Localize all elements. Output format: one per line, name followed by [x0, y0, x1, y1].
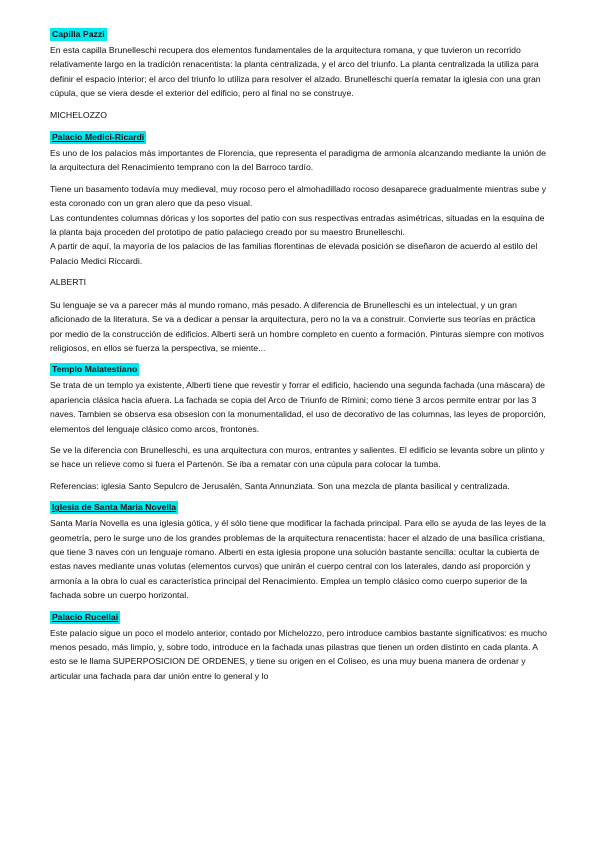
paragraph: Tiene un basamento todavía muy medieval, muy rocoso pero el almohadillado rocoso desaparece gradualmente mientras sube y esta coronado con un gran alero que da peso visual. — [50, 183, 547, 209]
author-label-michelozzo: MICHELOZZO — [50, 109, 107, 120]
paragraph: Las contundentes columnas dóricas y los soportes del patio con sus respectivas entradas asimétricas, situadas en la esquina de la planta baja proceden del prototipo de patio palaciego creado por su maestro Brunelleschi. — [50, 212, 545, 238]
paragraph: Se ve la diferencia con Brunelleschi, es una arquitectura con muros, entrantes y salientes. El edificio se levanta sobre un plinto y se hace un relieve como si fuera el Partenón. Se iba a rematar con una cúpula para colocar la tumba. — [50, 444, 545, 470]
paragraph: Se trata de un templo ya existente, Alberti tiene que revestir y forrar el edificio, haciendo una segunda fachada (una máscara) de apariencia clásica hacia afuera. La fachada se copia del Arco de Triunfo de Rímini; como tiene 3 arcos permite entrar por las 3 naves. Tambien se observa esa obsesion con la monumentalidad, el uso de decorativo de las columnas, las leyes de proporción, elementos del lenguaje clásico como arcos, frontones. — [50, 380, 546, 434]
section-heading: Capilla Pazzi — [52, 29, 105, 39]
section-capilla-pazzi — [50, 27, 550, 101]
section-heading: Iglesia de Santa Maria Novella — [52, 502, 177, 513]
section-palacio-rucellai — [50, 610, 550, 684]
author-label-alberti: ALBERTI — [50, 277, 87, 288]
paragraph: Es uno de los palacios más importantes de Florencia, que representa el paradigma de armonía alcanzando mediante la unión de la arquitectura del Renacimiento temprano con la del Barroco tardío. — [50, 148, 546, 173]
section-palacio-medici-ricardi — [50, 130, 550, 268]
section-heading: Templo Malatestiano — [52, 364, 138, 375]
section-heading: Palacio Medici-Ricardi — [52, 132, 145, 143]
paragraph: Referencias: iglesia Santo Sepulcro de Jerusalén, Santa Annunziata. Son una mezcla de planta basilical y centralizada. — [50, 480, 510, 491]
paragraph: En esta capilla Brunelleschi recupera dos elementos fundamentales de la arquitectura romana, y que tuvieron un recorrido relativamente largo en la tradición renacentista: la planta centralizada, y el arco del triunfo. La planta centralizada la utiliza para definir el espacio interior; el arco del triunfo lo utiliza para resolver el alzado. Brunelleschi quería rematar la iglesia con una gran cúpula, que se viera desde el exterior del edificio, pero al final no se construye. — [50, 45, 541, 99]
paragraph: Su lenguaje se va a parecer más al mundo romano, más pesado. A diferencia de Brunelleschi es un intelectual, y un gran aficionado de la literatura. Se va a dedicar a pensar la arquitectura, pero no la va a construir. Convierte sus teorías en práctica por medio de la construcción de edificios. Alberti será un hombre completo en cuento a formación. Pinturas siempre con motivos religiosos, en ellos se fuerza la perspectiva, se miente... — [50, 299, 544, 353]
paragraph: A partir de aquí, la mayoría de los palacios de las familias florentinas de elevada posición se diseñaron de acuerdo al estilo del Palacio Medici Riccardi. — [50, 241, 538, 266]
paragraph: Este palacio sigue un poco el modelo anterior, contado por Michelozzo, pero introduce cambios bastante significativos: es mucho menos pesado, más limpio, y, sobre todo, introduce en la fachada unas pilastras que tienen un orden distinto en cada planta. A esto se le llama SUPERPOSICION DE ORDENES, y tiene su origen en el Coliseo, es una muy buena manera de ordenar y articular una fachada para dar unión entre lo general y lo — [50, 627, 547, 681]
section-santa-maria-novella — [50, 500, 550, 602]
section-alberti-intro — [50, 298, 550, 356]
paragraph: Santa María Novella es una iglesia gótica, y él sólo tiene que modificar la fachada principal. Para ello se ayuda de las leyes de la geometría, pero le surge uno de los grandes problemas de la arquitectura renacentista: hacer el alzado de una basílica cristiana, que tiene 3 naves con un lenguaje romano. Alberti en esta iglesia propone una solución bastante sencilla: ocultar la cubierta de estas naves mediante unas volutas (elementos curvos) que unirán el cuerpo central con los laterales, dando así proporción y armonía a la obra lo cual es característica principal del Renacimiento. Emplea un templo clásico como cuerpo superior de la fachada sobre un cuerpo horizontal. — [50, 518, 546, 601]
document-page — [50, 27, 550, 690]
section-templo-malatestiano — [50, 362, 550, 493]
section-heading: Palacio Rucellai — [52, 611, 119, 622]
